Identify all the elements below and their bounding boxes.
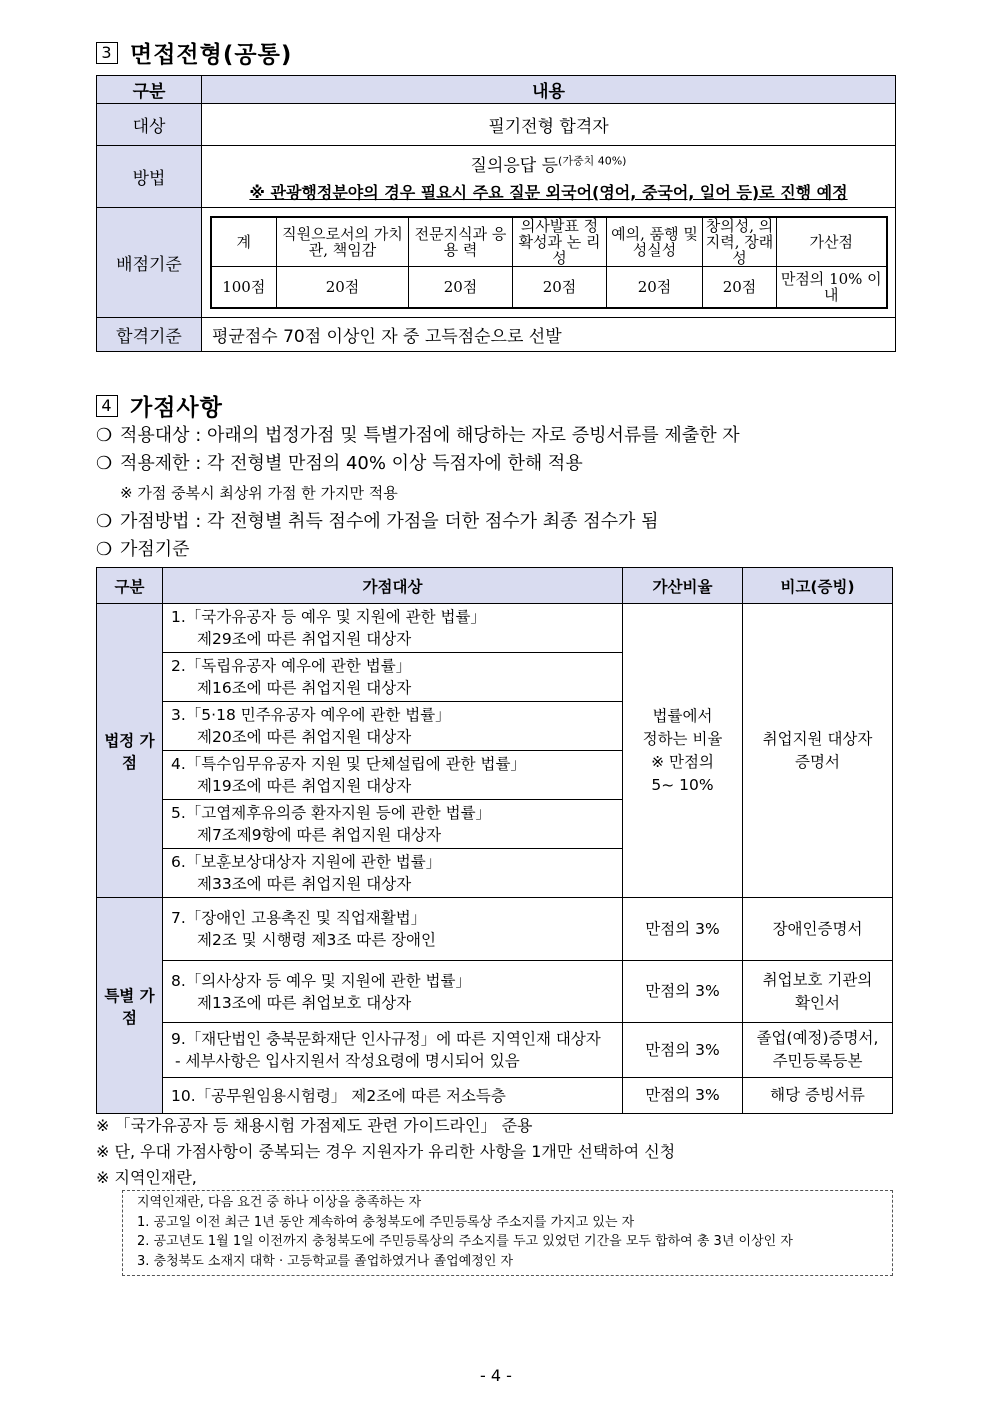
score-value: 20점 [513, 266, 607, 308]
bullet-text: 가점기준 [120, 539, 190, 560]
target-value: 필기전형 합격자 [202, 104, 896, 146]
bonus-bullets [96, 422, 740, 564]
bullet-text: 적용제한 : 각 전형별 만점의 40% 이상 득점자에 한해 적용 [120, 453, 583, 474]
header-category: 구분 [97, 568, 163, 604]
legal-item: 6.「보훈보상대상자 지원에 관한 법률」 제33조에 따른 취업지원 대상자 [163, 849, 623, 898]
special-rate: 만점의 3% [623, 961, 743, 1023]
interview-table [96, 75, 896, 352]
legal-item: 3.「5·18 민주유공자 예우에 관한 법률」 제20조에 따른 취업지원 대상자 [163, 702, 623, 751]
special-rate: 만점의 3% [623, 1078, 743, 1114]
target-label: 대상 [97, 104, 202, 146]
legal-rate: 법률에서 정하는 비율 ※ 만점의 5~ 10% [623, 604, 743, 898]
score-value: 20점 [607, 266, 703, 308]
score-value: 20점 [409, 266, 513, 308]
header-category: 구분 [97, 76, 202, 104]
regional-requirement: 2. 공고년도 1월 1일 이전까지 충청북도에 주민등록상의 주소지를 두고 있었던 기간을 모두 합하여 총 3년 이상인 자 [137, 1234, 793, 1249]
method-main: 질의응답 등 [470, 155, 559, 176]
legal-item: 5.「고엽제후유의증 환자지원 등에 관한 법률」 제7조제9항에 따른 취업지원 대상자 [163, 800, 623, 849]
special-group-label: 특별 가점 [97, 898, 163, 1114]
bullet-item [96, 536, 740, 564]
regional-talent-box [122, 1190, 893, 1276]
legal-proof: 취업지원 대상자 증명서 [743, 604, 893, 898]
header-proof: 비고(증빙) [743, 568, 893, 604]
score-value: 만점의 10% 이내 [777, 266, 887, 308]
legal-item: 1.「국가유공자 등 예우 및 지원에 관한 법률」 제29조에 따른 취업지원 대상자 [163, 604, 623, 653]
circle-bullet-icon: ❍ [96, 511, 113, 532]
footnote: ※ 지역인재란, [96, 1168, 197, 1187]
footnotes [96, 1113, 675, 1191]
section-number-box: 3 [96, 42, 118, 64]
bullet-text: 가점방법 : 각 전형별 취득 점수에 가점을 더한 점수가 최종 점수가 됨 [120, 511, 659, 532]
special-item: 9.「재단법인 충북문화재단 인사규정」에 따른 지역인재 대상자 - 세부사항은 입사지원서 작성요령에 명시되어 있음 [163, 1023, 623, 1078]
score-value: 20점 [277, 266, 409, 308]
score-header: 전문지식과 응 용 력 [409, 217, 513, 267]
bullet-item [96, 422, 740, 450]
footnote: ※ 「국가유공자 등 채용시험 가점제도 관련 가이드라인」 준용 [96, 1116, 533, 1135]
special-proof: 장애인증명서 [743, 898, 893, 961]
special-rate: 만점의 3% [623, 898, 743, 961]
method-cell [202, 146, 896, 208]
bullet-note: ※ 가점 중복시 최상위 가점 한 가지만 적용 [120, 484, 398, 502]
section3-heading [96, 36, 292, 69]
legal-group-label: 법정 가점 [97, 604, 163, 898]
special-item: 7.「장애인 고용촉진 및 직업재활법」 제2조 및 시행령 제3조 따른 장애인 [163, 898, 623, 961]
section4-heading [96, 389, 223, 422]
method-note: ※ 관광행정분야의 경우 필요시 주요 질문 외국어(영어, 중국어, 일어 등)로 진행 예정 [249, 182, 848, 202]
score-value: 20점 [703, 266, 777, 308]
bullet-item [96, 450, 740, 478]
special-proof: 해당 증빙서류 [743, 1078, 893, 1114]
circle-bullet-icon: ❍ [96, 453, 113, 474]
score-header: 예의, 품행 및 성실성 [607, 217, 703, 267]
score-header: 의사발표 정확성과 논 리 성 [513, 217, 607, 267]
section-number-box: 4 [96, 395, 118, 417]
header-content: 내용 [202, 76, 896, 104]
score-cell [202, 208, 896, 318]
special-rate: 만점의 3% [623, 1023, 743, 1078]
regional-title: 지역인재란, 다음 요건 중 하나 이상을 충족하는 자 [137, 1195, 422, 1210]
method-weight: (가중치 40%) [558, 153, 627, 167]
score-header: 창의성, 의지력, 장래성 [703, 217, 777, 267]
circle-bullet-icon: ❍ [96, 539, 113, 560]
score-value: 100점 [211, 266, 277, 308]
legal-item: 2.「독립유공자 예우에 관한 법률」 제16조에 따른 취업지원 대상자 [163, 653, 623, 702]
footnote: ※ 단, 우대 가점사항이 중복되는 경우 지원자가 유리한 사항을 1개만 선택하여 신청 [96, 1142, 676, 1161]
regional-requirement: 1. 공고일 이전 최근 1년 동안 계속하여 충청북도에 주민등록상 주소지를 가지고 있는 자 [137, 1214, 635, 1230]
legal-item: 4.「특수임무유공자 지원 및 단체설립에 관한 법률」 제19조에 따른 취업지원 대상자 [163, 751, 623, 800]
special-proof: 졸업(예정)증명서, 주민등록등본 [743, 1023, 893, 1078]
score-header: 계 [211, 217, 277, 267]
score-criteria-table [210, 216, 888, 310]
section-title: 면접전형(공통) [130, 42, 293, 68]
method-label: 방법 [97, 146, 202, 208]
circle-bullet-icon: ❍ [96, 425, 113, 446]
score-header: 직원으로서의 가치관, 책임감 [277, 217, 409, 267]
bullet-text: 적용대상 : 아래의 법정가점 및 특별가점에 해당하는 자로 증빙서류를 제출한 자 [120, 425, 740, 446]
special-item: 8.「의사상자 등 예우 및 지원에 관한 법률」 제13조에 따른 취업보호 대상자 [163, 961, 623, 1023]
regional-requirement: 3. 충청북도 소재지 대학 · 고등학교를 졸업하였거나 졸업예정인 자 [137, 1253, 514, 1269]
special-item: 10.「공무원임용시험령」 제2조에 따른 저소득층 [163, 1078, 623, 1114]
page-number: - 4 - [480, 1366, 512, 1385]
section-title: 가점사항 [130, 395, 223, 421]
bullet-item [96, 508, 740, 536]
score-label: 배점기준 [97, 208, 202, 318]
special-proof: 취업보호 기관의 확인서 [743, 961, 893, 1023]
pass-label: 합격기준 [97, 318, 202, 352]
pass-value: 평균점수 70점 이상인 자 중 고득점순으로 선발 [202, 318, 896, 352]
header-rate: 가산비율 [623, 568, 743, 604]
bonus-table [96, 567, 893, 1114]
score-header: 가산점 [777, 217, 887, 267]
header-target: 가점대상 [163, 568, 623, 604]
